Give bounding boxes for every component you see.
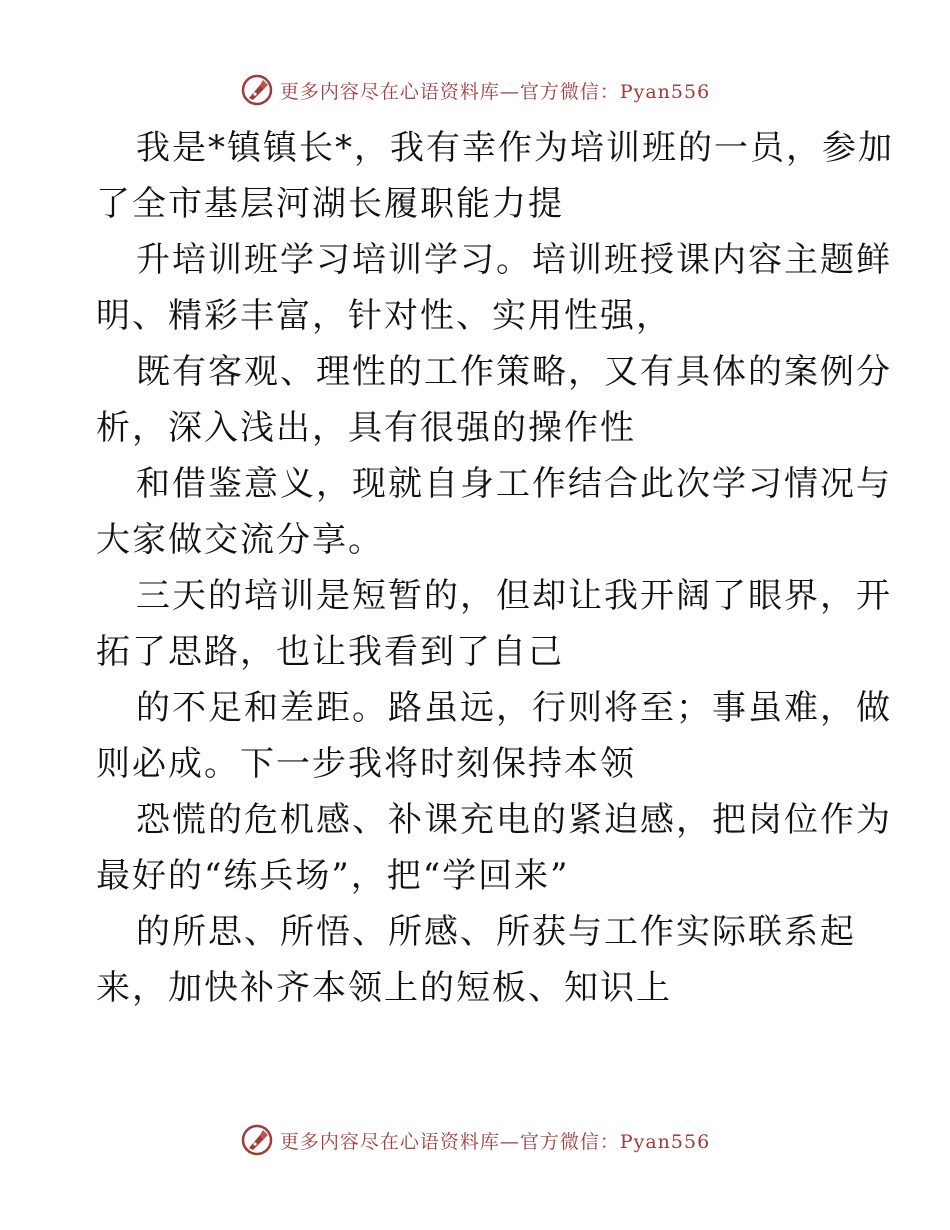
footer-banner: [0, 1120, 950, 1160]
paragraph-4: [96, 456, 892, 568]
paragraph-7: [96, 792, 892, 904]
paragraph-line: 升培训班学习培训学习。培训班授课内容主题鲜: [136, 240, 892, 280]
footer-text: 更多内容尽在心语资料库—官方微信：Pyan556: [279, 1130, 711, 1153]
pen-nib-logo-icon: [240, 73, 274, 107]
paragraph-line: 大家做交流分享。: [96, 520, 384, 560]
paragraph-line: 既有客观、理性的工作策略，又有具体的案例分: [136, 352, 892, 392]
header-text: 更多内容尽在心语资料库—官方微信：Pyan556: [279, 80, 711, 103]
paragraph-line: 最好的“练兵场”，把“学回来”: [96, 856, 570, 896]
paragraph-line: 三天的培训是短暂的，但却让我开阔了眼界，开: [136, 576, 892, 616]
document-body: [96, 120, 894, 1016]
paragraph-line: 明、精彩丰富，针对性、实用性强，: [96, 296, 672, 336]
paragraph-line: 拓了思路，也让我看到了自己: [96, 632, 564, 672]
paragraph-line: 则必成。下一步我将时刻保持本领: [96, 744, 636, 784]
paragraph-line: 的所思、所悟、所感、所获与工作实际联系起: [136, 912, 856, 952]
paragraph-line: 来，加快补齐本领上的短板、知识上: [96, 968, 672, 1008]
paragraph-line: 了全市基层河湖长履职能力提: [96, 184, 564, 224]
paragraph-line: 析，深入浅出，具有很强的操作性: [96, 408, 636, 448]
pen-nib-logo-icon: [240, 1123, 274, 1157]
paragraph-8: [96, 904, 856, 1016]
paragraph-1: [96, 120, 894, 232]
paragraph-6: [96, 680, 892, 792]
paragraph-line: 恐慌的危机感、补课充电的紧迫感，把岗位作为: [136, 800, 892, 840]
paragraph-2: [96, 232, 892, 344]
paragraph-3: [96, 344, 892, 456]
paragraph-5: [96, 568, 892, 680]
paragraph-line: 和借鉴意义，现就自身工作结合此次学习情况与: [136, 464, 892, 504]
paragraph-line: 我是*镇镇长*，我有幸作为培训班的一员，参加: [136, 128, 894, 168]
header-banner: [0, 70, 950, 110]
paragraph-line: 的不足和差距。路虽远，行则将至；事虽难，做: [136, 688, 892, 728]
